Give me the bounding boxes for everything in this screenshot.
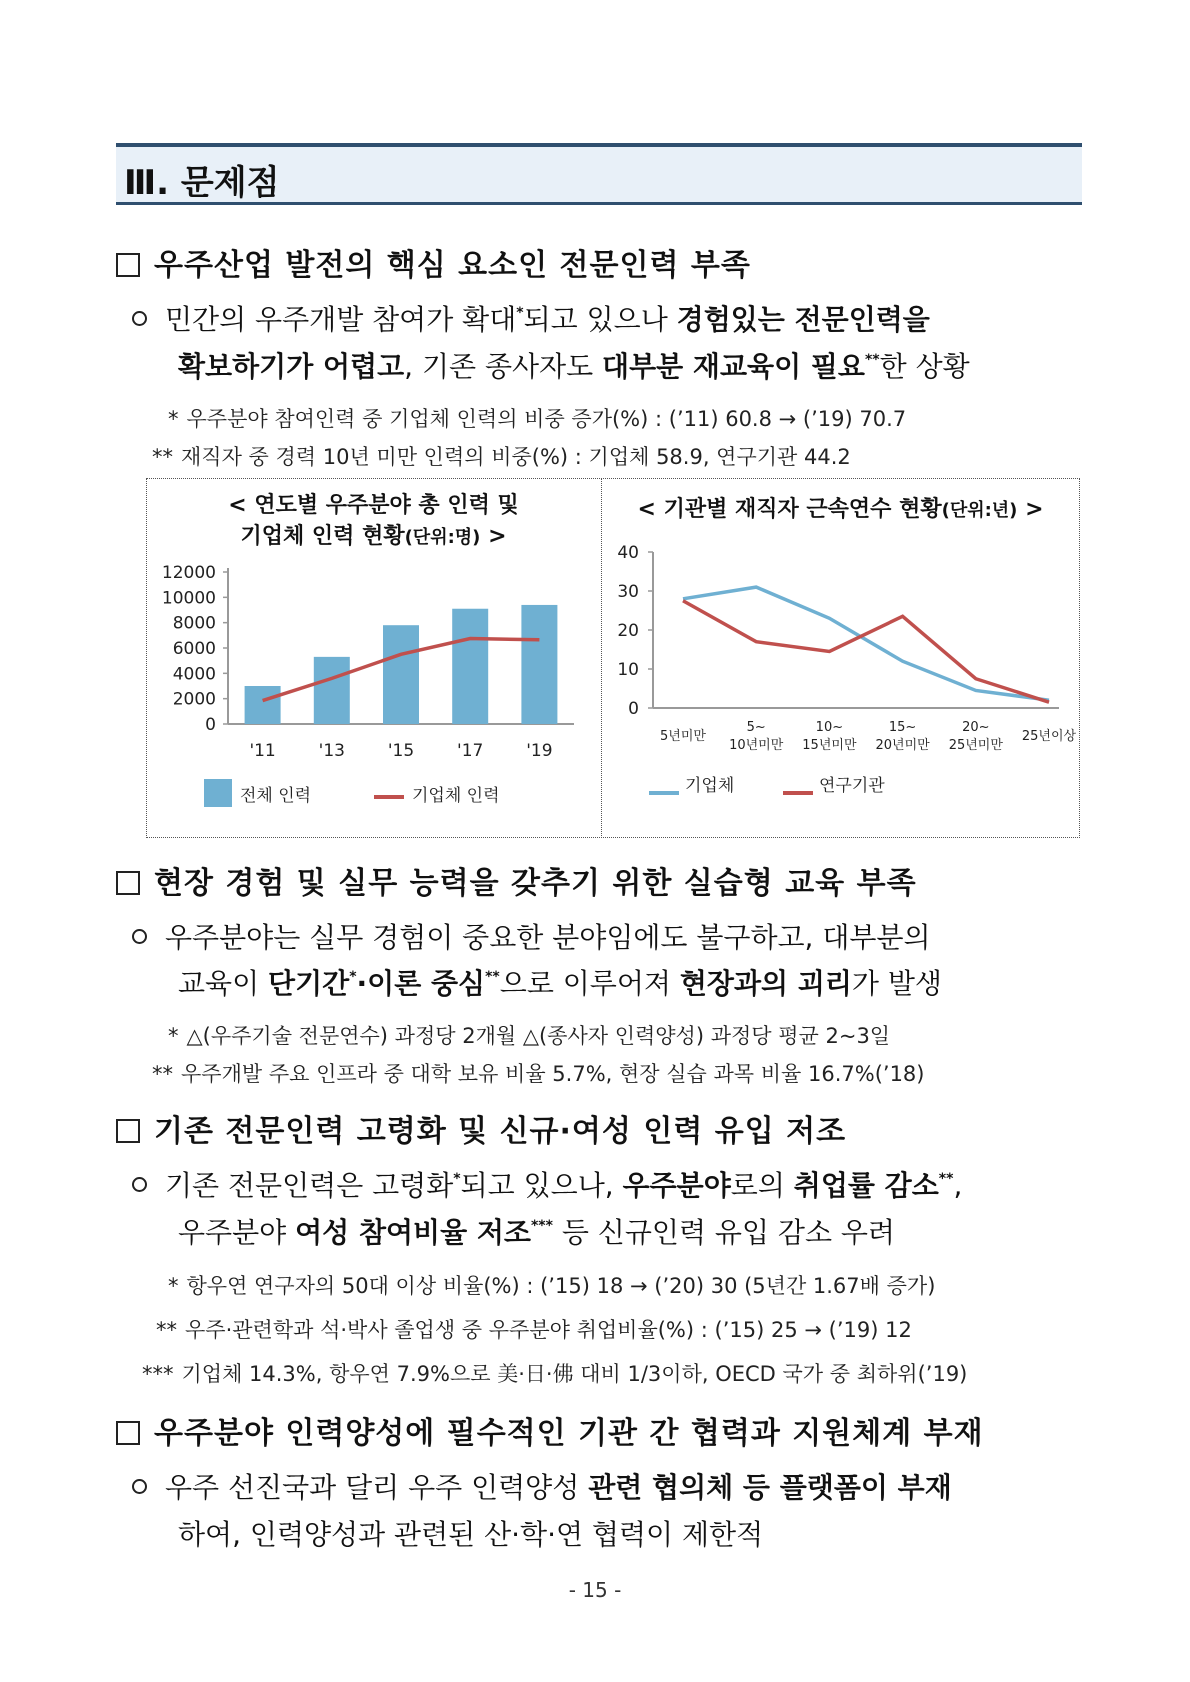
paragraph-1-line-1: 민간의 우주개발 참여가 확대*되고 있으나 경험있는 전문인력을 xyxy=(132,298,930,338)
x-tick-label: 20~ xyxy=(962,720,990,735)
circle-bullet-icon xyxy=(132,929,147,944)
x-tick-label: 10년미만 xyxy=(729,738,784,753)
x-tick-label: '13 xyxy=(318,741,345,761)
circle-bullet-icon xyxy=(132,1479,147,1494)
bar xyxy=(452,609,488,724)
x-tick-label: 5~ xyxy=(746,720,766,735)
heading-4: 우주분야 인력양성에 필수적인 기관 간 협력과 지원체계 부재 xyxy=(116,1408,984,1452)
x-tick-label: 10~ xyxy=(815,720,844,735)
y-tick-label: 0 xyxy=(205,715,216,735)
paragraph-3-line-2: 우주분야 여성 참여비율 저조*** 등 신규인력 유입 감소 우려 xyxy=(178,1216,895,1249)
y-tick-label: 20 xyxy=(617,621,639,641)
legend-label: 연구기관 xyxy=(819,776,885,796)
heading-3: 기존 전문인력 고령화 및 신규·여성 인력 유입 저조 xyxy=(116,1106,846,1150)
checkbox-square-icon xyxy=(116,1421,140,1445)
y-tick-label: 10000 xyxy=(161,588,216,609)
legend-label: 기업체 xyxy=(685,776,735,796)
footnote: * 항우연 연구자의 50대 이상 비율(%) : (’15) 18 → (’20) 30 (5년간 1.67배 증가) xyxy=(168,1274,936,1298)
legend-label: 기업체 인력 xyxy=(412,786,500,806)
footnote: * 우주분야 참여인력 중 기업체 인력의 비중 증가(%) : (’11) 60.8 → (’19) 70.7 xyxy=(168,407,907,431)
x-tick-label: '11 xyxy=(249,741,276,761)
footnote: ** 재직자 중 경력 10년 미만 인력의 비중(%) : 기업체 58.9, 연구기관 44.2 xyxy=(152,445,851,469)
y-tick-label: 8000 xyxy=(172,613,216,634)
circle-bullet-icon xyxy=(132,311,147,326)
bar xyxy=(383,625,419,724)
y-tick-label: 4000 xyxy=(172,664,216,685)
checkbox-square-icon xyxy=(116,253,140,277)
heading-2: 현장 경험 및 실무 능력을 갖추기 위한 실습형 교육 부족 xyxy=(116,858,917,902)
footnote: * △(우주기술 전문연수) 과정당 2개월 △(종사자 인력양성) 과정당 평균 2~3일 xyxy=(168,1024,891,1048)
y-tick-label: 10 xyxy=(617,660,639,680)
y-tick-label: 30 xyxy=(617,582,639,602)
heading-1: 우주산업 발전의 핵심 요소인 전문인력 부족 xyxy=(116,240,751,284)
section-title: Ⅲ. 문제점 xyxy=(124,163,280,203)
legend-label: 전체 인력 xyxy=(240,786,312,806)
x-tick-label: '15 xyxy=(387,741,415,761)
legend-swatch xyxy=(204,779,232,807)
checkbox-square-icon xyxy=(116,1119,140,1143)
x-tick-label: 5년미만 xyxy=(660,729,706,744)
paragraph-4-line-1: 우주 선진국과 달리 우주 인력양성 관련 협의체 등 플랫폼이 부재 xyxy=(132,1466,952,1506)
paragraph-2-line-1: 우주분야는 실무 경험이 중요한 분야임에도 불구하고, 대부분의 xyxy=(132,916,931,956)
x-tick-label: 25년이상 xyxy=(1021,729,1077,744)
chart-1-title: < 연도별 우주분야 총 인력 및 기업체 인력 현황(단위:명) > xyxy=(228,493,519,549)
bar xyxy=(314,657,350,724)
footnote: ** 우주·관련학과 석·박사 졸업생 중 우주분야 취업비율(%) : (’15) 25 → (’19) 12 xyxy=(156,1318,912,1342)
paragraph-2-line-2: 교육이 단기간*·이론 중심**으로 이루어져 현장과의 괴리가 발생 xyxy=(178,967,942,1000)
bar xyxy=(245,686,281,724)
series-line-연구기관 xyxy=(683,601,1049,702)
x-tick-label: 15년미만 xyxy=(802,738,857,753)
paragraph-1-line-2: 확보하기가 어렵고, 기존 종사자도 대부분 재교육이 필요**한 상황 xyxy=(178,350,970,383)
y-tick-label: 6000 xyxy=(172,639,216,659)
y-tick-label: 12000 xyxy=(161,563,216,583)
x-tick-label: 25년미만 xyxy=(948,738,1003,753)
y-tick-label: 40 xyxy=(617,543,639,563)
paragraph-4-line-2: 하여, 인력양성과 관련된 산·학·연 협력이 제한적 xyxy=(178,1518,764,1551)
page-number: - 15 - xyxy=(568,1578,622,1602)
checkbox-square-icon xyxy=(116,871,140,895)
y-tick-label: 0 xyxy=(628,699,639,719)
footnote: *** 기업체 14.3%, 항우연 7.9%으로 美·日·佛 대비 1/3이하, OECD 국가 중 최하위(’19) xyxy=(142,1362,968,1386)
bar xyxy=(521,605,557,724)
circle-bullet-icon xyxy=(132,1177,147,1192)
chart-2-title: < 기관별 재직자 근속연수 현황(단위:년) > xyxy=(637,497,1044,522)
chart-1-svg xyxy=(146,550,601,835)
x-tick-label: 20년미만 xyxy=(875,738,930,753)
chart-2-svg xyxy=(601,540,1080,835)
x-tick-label: '17 xyxy=(457,741,484,761)
x-tick-label: '19 xyxy=(526,741,553,761)
footnote: ** 우주개발 주요 인프라 중 대학 보유 비율 5.7%, 현장 실습 과목 비율 16.7%(’18) xyxy=(152,1062,925,1086)
paragraph-3-line-1: 기존 전문인력은 고령화*되고 있으나, 우주분야로의 취업률 감소**, xyxy=(132,1164,962,1204)
y-tick-label: 2000 xyxy=(172,689,216,710)
x-tick-label: 15~ xyxy=(888,720,917,735)
section-header xyxy=(116,143,1082,205)
